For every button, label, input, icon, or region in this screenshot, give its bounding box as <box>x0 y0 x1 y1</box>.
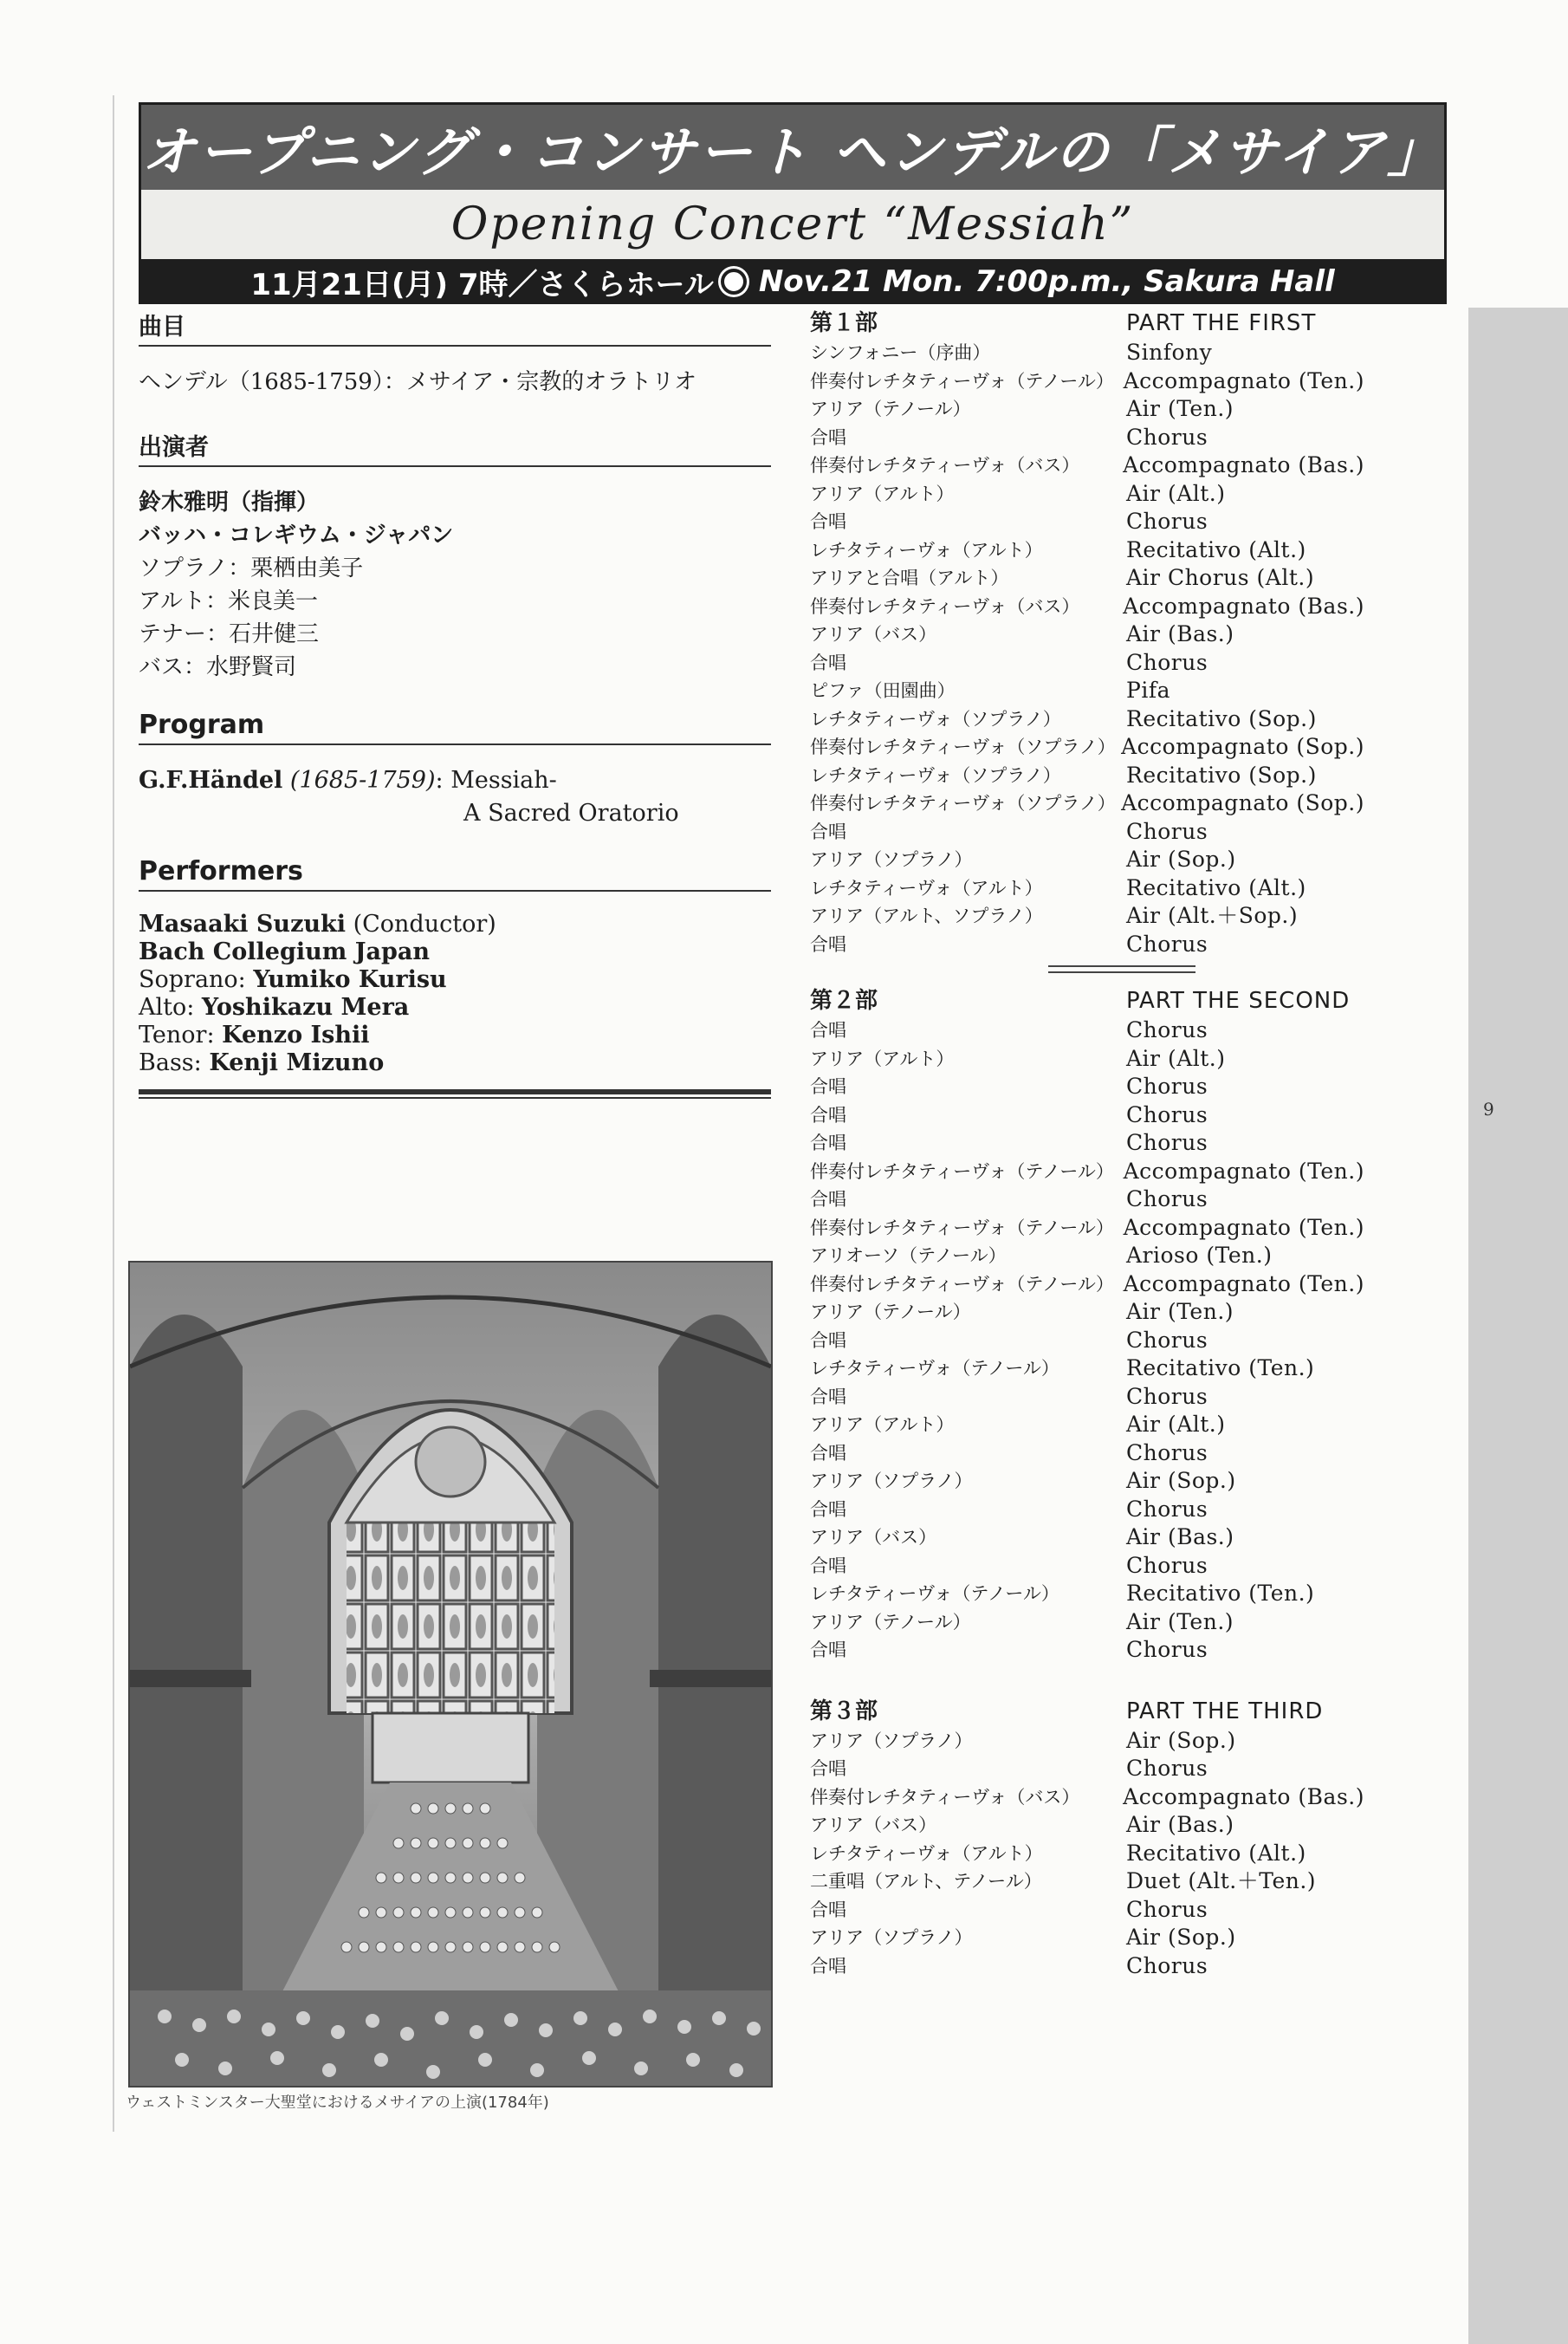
date-venue-en: Nov.21 Mon. 7:00p.m., Sakura Hall <box>758 264 1335 299</box>
movement-jp: レチタティーヴォ（ソプラノ） <box>810 764 1061 786</box>
movement-en: Chorus <box>1126 509 1208 534</box>
movement-jp: アリア（テノール） <box>810 399 971 419</box>
movement-jp: レチタティーヴォ（アルト） <box>810 539 1043 561</box>
part-heading <box>810 1696 1364 1727</box>
section-heading-performers: Performers <box>139 856 771 892</box>
part-spacer <box>810 1665 1364 1696</box>
movement-en: Chorus <box>1126 424 1208 450</box>
movement-en: Air (Sop.) <box>1126 847 1236 872</box>
movement-jp: アリア（アルト） <box>810 1048 955 1069</box>
movement-row <box>810 593 1364 621</box>
movement-row <box>810 1185 1364 1214</box>
performer-jp: バッハ・コレギウム・ジャパン <box>139 523 454 549</box>
movement-en: Chorus <box>1126 818 1208 844</box>
movement-row <box>810 677 1364 705</box>
movement-jp: レチタティーヴォ（ソプラノ） <box>810 708 1061 730</box>
movement-en: Recitativo (Sop.) <box>1126 705 1317 731</box>
movement-jp: アリア（ソプラノ） <box>810 1471 973 1491</box>
movement-row <box>810 1129 1364 1158</box>
movement-en: Air (Sop.) <box>1126 1925 1236 1950</box>
movement-jp: アリオーソ（テノール） <box>810 1245 1007 1266</box>
movement-jp: アリア（バス） <box>810 1815 937 1835</box>
movement-en: Pifa <box>1126 678 1170 703</box>
performer-en: Tenor: Kenzo Ishii <box>139 1022 370 1049</box>
movement-row <box>810 1783 1364 1812</box>
movement-jp: 合唱 <box>810 821 846 842</box>
movement-en: Air (Alt.) <box>1126 480 1226 506</box>
movement-row <box>810 1214 1364 1243</box>
left-column <box>139 308 771 1099</box>
movement-en: Chorus <box>1126 1756 1208 1781</box>
movement-en: Recitativo (Alt.) <box>1126 874 1306 900</box>
movement-row <box>810 649 1364 678</box>
movement-row <box>810 1327 1364 1355</box>
movement-en: Chorus <box>1126 1327 1208 1353</box>
movement-row <box>810 1840 1364 1868</box>
movement-jp: 合唱 <box>810 1498 846 1520</box>
movement-jp: ピファ（田園曲） <box>810 680 956 701</box>
movement-en: Air Chorus (Alt.) <box>1126 565 1315 590</box>
movement-row <box>810 1580 1364 1608</box>
movement-en: Chorus <box>1126 1130 1208 1155</box>
movement-row <box>810 705 1364 734</box>
movement-en: Air (Bas.) <box>1126 621 1234 646</box>
movement-jp: アリア（テノール） <box>810 1302 971 1322</box>
movement-row <box>810 1073 1364 1101</box>
movement-jp: 合唱 <box>810 933 846 955</box>
movement-row <box>810 818 1364 847</box>
movement-row <box>810 789 1364 818</box>
movement-row <box>810 1952 1364 1981</box>
movement-row <box>810 1727 1364 1756</box>
movement-row <box>810 1755 1364 1783</box>
movement-jp: レチタティーヴォ（テノール） <box>810 1358 1059 1379</box>
part-heading-jp: 第３部 <box>810 1698 878 1724</box>
movement-jp: 合唱 <box>810 1020 846 1041</box>
movement-en: Chorus <box>1126 1074 1208 1099</box>
movement-jp: アリア（ソプラノ） <box>810 1730 973 1751</box>
bullet-icon <box>721 269 747 295</box>
movement-en: Chorus <box>1126 1101 1208 1127</box>
movement-jp: 伴奏付レチタティーヴォ（バス） <box>810 595 1080 617</box>
movement-jp: アリア（アルト、ソプラノ） <box>810 906 1043 926</box>
movement-jp: アリアと合唱（アルト） <box>810 568 1009 588</box>
movement-row <box>810 733 1364 762</box>
title-japanese: オープニング・コンサート ヘンデルの「メサイア」 <box>139 102 1447 190</box>
performer-en: Masaaki Suzuki (Conductor) <box>139 911 496 938</box>
section-heading-performers-jp: 出演者 <box>139 428 771 467</box>
movement-en: Chorus <box>1126 1637 1208 1662</box>
movement-en: Accompagnato (Ten.) <box>1123 1214 1364 1240</box>
movement-jp: レチタティーヴォ（テノール） <box>810 1583 1059 1604</box>
part-heading-en: PART THE THIRD <box>1126 1698 1324 1724</box>
page-number: 9 <box>1483 1099 1494 1120</box>
movement-row <box>810 1045 1364 1074</box>
part-divider <box>1048 965 1195 973</box>
movement-row <box>810 1354 1364 1383</box>
movement-jp: アリア（アルト） <box>810 483 955 504</box>
movement-en: Chorus <box>1126 1552 1208 1578</box>
page-edge-left <box>113 95 114 2132</box>
movement-row <box>810 1924 1364 1952</box>
movement-en: Chorus <box>1126 931 1208 957</box>
program-years: (1685-1759) <box>289 767 436 794</box>
program-composer: G.F.Händel <box>139 767 283 794</box>
performer-jp: ソプラノ：栗栖由美子 <box>139 555 364 581</box>
date-venue-jp: 11月21日(月) 7時／さくらホール <box>250 267 714 302</box>
movement-row <box>810 1552 1364 1581</box>
movement-row <box>810 1439 1364 1468</box>
movement-row <box>810 1383 1364 1412</box>
movement-row <box>810 1411 1364 1439</box>
movement-en: Chorus <box>1126 1896 1208 1922</box>
movement-row <box>810 367 1364 396</box>
movement-en: Accompagnato (Sop.) <box>1121 790 1364 815</box>
section-divider <box>139 1089 771 1099</box>
movement-row <box>810 1467 1364 1496</box>
part-heading <box>810 308 1364 339</box>
movement-row <box>810 846 1364 874</box>
movement-jp: 合唱 <box>810 1442 846 1464</box>
movement-jp: 伴奏付レチタティーヴォ（ソプラノ） <box>810 737 1116 757</box>
movement-en: Accompagnato (Ten.) <box>1123 1270 1364 1296</box>
movement-en: Chorus <box>1126 1952 1208 1978</box>
movement-row <box>810 424 1364 452</box>
movement-jp: 合唱 <box>810 1104 846 1126</box>
movement-en: Air (Sop.) <box>1126 1727 1236 1753</box>
movement-en: Sinfony <box>1126 340 1213 365</box>
movement-jp: シンフォニー（序曲） <box>810 342 991 363</box>
part-heading-jp: 第１部 <box>810 310 878 336</box>
movement-row <box>810 1523 1364 1552</box>
part-heading <box>810 985 1364 1016</box>
part-heading-jp: 第２部 <box>810 988 878 1014</box>
performers-list-en <box>139 911 771 1077</box>
movement-jp: 合唱 <box>810 1899 846 1920</box>
performer-en: Alto: Yoshikazu Mera <box>139 994 410 1021</box>
movement-row <box>810 1636 1364 1665</box>
movement-jp: 合唱 <box>810 1555 846 1576</box>
movement-jp: 伴奏付レチタティーヴォ（テノール） <box>810 1273 1114 1295</box>
movement-row <box>810 620 1364 649</box>
title-english: Opening Concert “Messiah” <box>139 190 1447 259</box>
movement-jp: アリア（バス） <box>810 624 937 645</box>
movement-en: Chorus <box>1126 1496 1208 1522</box>
movement-row <box>810 874 1364 903</box>
movement-jp: 合唱 <box>810 1386 846 1407</box>
movement-en: Recitativo (Alt.) <box>1126 1840 1306 1866</box>
performer-jp: 鈴木雅明（指揮） <box>139 490 320 516</box>
movement-row <box>810 931 1364 959</box>
movement-jp: アリア（アルト） <box>810 1414 955 1435</box>
performer-en: Bass: Kenji Mizuno <box>139 1049 385 1076</box>
movement-en: Chorus <box>1126 649 1208 675</box>
movement-jp: 合唱 <box>810 1189 846 1210</box>
movement-en: Air (Ten.) <box>1126 1299 1234 1324</box>
program-subtitle: A Sacred Oratorio <box>463 800 679 827</box>
movement-en: Recitativo (Sop.) <box>1126 762 1317 788</box>
section-heading-program: Program <box>139 710 771 745</box>
movement-row <box>810 1298 1364 1327</box>
movement-jp: 合唱 <box>810 1758 846 1779</box>
movement-jp: 伴奏付レチタティーヴォ（ソプラノ） <box>810 793 1116 814</box>
movement-en: Accompagnato (Bas.) <box>1123 593 1364 619</box>
movement-row <box>810 1101 1364 1130</box>
movement-en: Chorus <box>1126 1383 1208 1409</box>
page-edge-right <box>1468 308 1568 2344</box>
movement-jp: 合唱 <box>810 652 846 673</box>
movement-en: Recitativo (Ten.) <box>1126 1581 1315 1606</box>
movement-en: Air (Sop.) <box>1126 1468 1236 1493</box>
movement-en: Chorus <box>1126 1439 1208 1465</box>
movement-en: Air (Alt.) <box>1126 1412 1226 1437</box>
movement-row <box>810 1811 1364 1840</box>
movement-jp: 伴奏付レチタティーヴォ（テノール） <box>810 1160 1114 1182</box>
movement-en: Accompagnato (Ten.) <box>1123 367 1364 393</box>
movement-en: Chorus <box>1126 1017 1208 1042</box>
movement-row <box>810 762 1364 790</box>
movement-row <box>810 395 1364 424</box>
movement-row <box>810 1270 1364 1299</box>
concert-header <box>139 102 1447 304</box>
movement-jp: 伴奏付レチタティーヴォ（テノール） <box>810 370 1114 392</box>
movement-row <box>810 1896 1364 1925</box>
movement-en: Recitativo (Alt.) <box>1126 536 1306 562</box>
movement-jp: アリア（テノール） <box>810 1611 971 1633</box>
movement-en: Air (Ten.) <box>1126 1608 1234 1634</box>
movement-row <box>810 1867 1364 1896</box>
movement-en: Accompagnato (Bas.) <box>1123 1783 1364 1809</box>
movement-jp: 合唱 <box>810 1329 846 1351</box>
movement-jp: 合唱 <box>810 1133 846 1153</box>
movement-row <box>810 508 1364 536</box>
performer-jp: アルト：米良美一 <box>139 588 318 614</box>
movement-jp: 合唱 <box>810 1076 846 1097</box>
movement-row <box>810 1242 1364 1270</box>
movement-row <box>810 480 1364 509</box>
movement-en: Arioso (Ten.) <box>1126 1243 1273 1268</box>
movement-en: Accompagnato (Ten.) <box>1123 1158 1364 1184</box>
movement-en: Air (Alt.) <box>1126 1045 1226 1071</box>
date-venue-bar <box>139 259 1447 304</box>
part-heading-en: PART THE FIRST <box>1126 310 1317 336</box>
movement-jp: 伴奏付レチタティーヴォ（バス） <box>810 1786 1080 1808</box>
program-title: : Messiah- <box>435 767 557 794</box>
movement-row <box>810 1496 1364 1524</box>
movement-en: Air (Alt.＋Sop.) <box>1126 903 1299 928</box>
movement-jp: アリア（ソプラノ） <box>810 849 973 870</box>
movement-jp: アリア（ソプラノ） <box>810 1927 973 1948</box>
illustration-caption: ウェストミンスター大聖堂におけるメサイアの上演(1784年) <box>126 2094 549 2112</box>
performer-jp: テナー：石井健三 <box>139 621 320 647</box>
movement-jp: アリア（バス） <box>810 1527 937 1548</box>
performer-en: Bach Collegium Japan <box>139 938 430 965</box>
movement-en: Duet (Alt.＋Ten.) <box>1126 1868 1317 1893</box>
movement-row <box>810 1016 1364 1045</box>
movement-row <box>810 1608 1364 1637</box>
program-text-jp: ヘンデル（1685-1759）：メサイア・宗教的オラトリオ <box>139 369 697 395</box>
program-listing <box>810 308 1364 1980</box>
movement-jp: 伴奏付レチタティーヴォ（バス） <box>810 455 1080 476</box>
movement-en: Accompagnato (Bas.) <box>1123 452 1364 477</box>
movement-jp: 合唱 <box>810 1955 846 1977</box>
movement-en: Recitativo (Ten.) <box>1126 1355 1315 1380</box>
movement-jp: 合唱 <box>810 511 846 532</box>
movement-en: Air (Bas.) <box>1126 1812 1234 1837</box>
program-line <box>139 764 771 797</box>
movement-row <box>810 536 1364 565</box>
part-heading-en: PART THE SECOND <box>1126 988 1351 1014</box>
movement-jp: 合唱 <box>810 1640 846 1660</box>
movement-en: Accompagnato (Sop.) <box>1121 734 1364 759</box>
movement-row <box>810 339 1364 367</box>
movement-jp: 合唱 <box>810 426 846 448</box>
movement-en: Air (Bas.) <box>1126 1524 1234 1549</box>
performer-en: Soprano: Yumiko Kurisu <box>139 966 447 993</box>
cathedral-illustration <box>128 1261 773 2088</box>
performers-list-jp <box>139 486 771 684</box>
movement-jp: 二重唱（アルト、テノール） <box>810 1871 1042 1892</box>
movement-en: Air (Ten.) <box>1126 396 1234 421</box>
movement-row <box>810 1158 1364 1186</box>
movement-jp: レチタティーヴォ（アルト） <box>810 877 1043 899</box>
movement-row <box>810 902 1364 931</box>
section-heading-kyokumoku: 曲目 <box>139 308 771 347</box>
movement-jp: 伴奏付レチタティーヴォ（テノール） <box>810 1217 1114 1238</box>
movement-row <box>810 564 1364 593</box>
movement-row <box>810 451 1364 480</box>
movement-en: Chorus <box>1126 1186 1208 1211</box>
performer-jp: バス：水野賢司 <box>139 654 297 680</box>
movement-jp: レチタティーヴォ（アルト） <box>810 1842 1043 1864</box>
